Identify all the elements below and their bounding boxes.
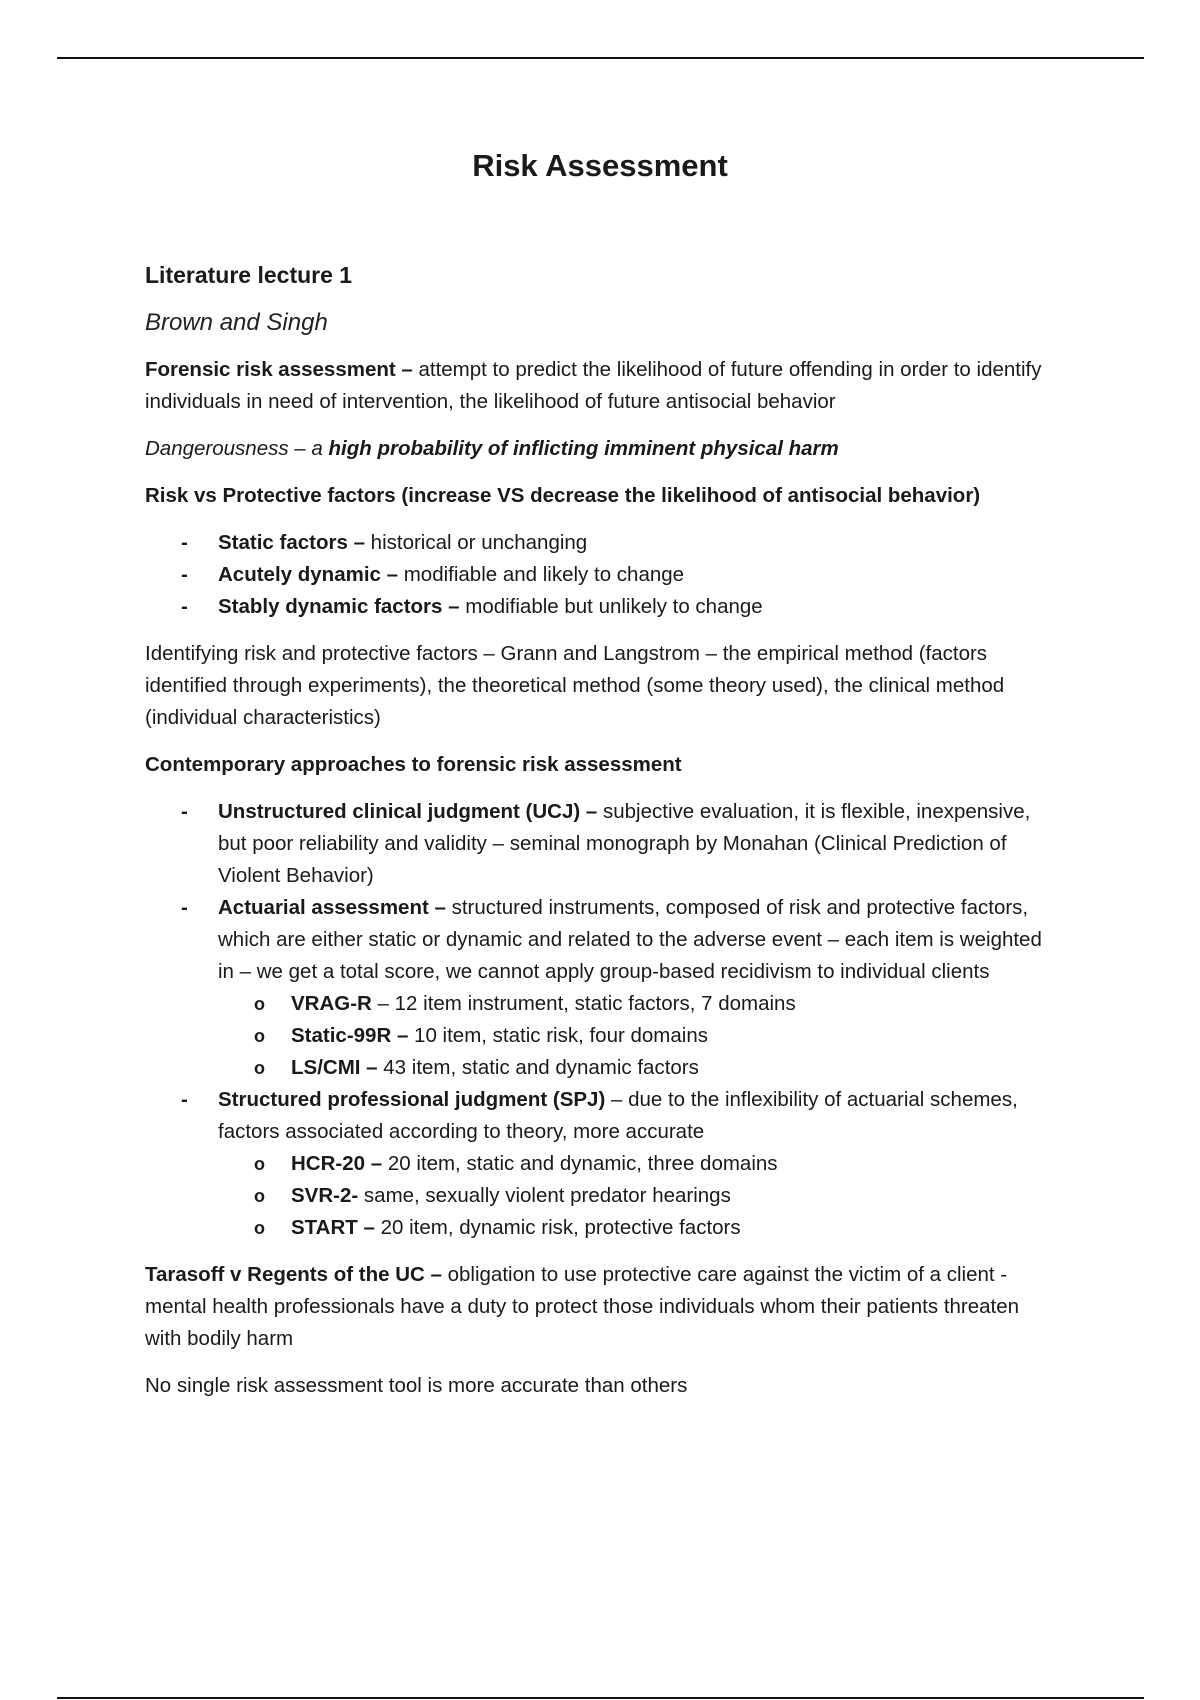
actuarial-tools-list [218,988,1060,1084]
term: Static-99R – [291,1024,409,1047]
list-item [218,1052,1060,1084]
term: Stably dynamic factors – [218,595,460,618]
term: VRAG-R [291,992,372,1015]
list-item-spj [145,1084,1060,1244]
approaches-list [145,796,1060,1244]
definition: 10 item, static risk, four domains [408,1024,708,1047]
paragraph-tarasoff [145,1259,1060,1355]
dash-bullet: - [181,1088,188,1111]
paragraph-identifying: Identifying risk and protective factors – Grann and Langstrom – the empirical method (factors identified through experiments), the theoretical method (some theory used), the clinical method (individual characteristics) [145,642,1005,729]
definition: historical or unchanging [364,531,588,554]
definition: attempt to predict the likelihood of future offending in order to identify individuals in need of intervention, the likelihood of future antisocial behavior [145,358,1042,413]
spj-tools-list [218,1148,1060,1244]
definition: modifiable and likely to change [398,563,685,586]
dash-bullet: - [181,563,188,586]
definition: structured instruments, composed of risk and protective factors, which are either static or dynamic and related to the adverse event – each item is weighted in – we get a total score, we cannot apply group-based recidivism to individual clients [218,896,1042,983]
definition: same, sexually violent predator hearings [358,1184,731,1207]
list-item [218,1020,1060,1052]
factors-list [145,527,1060,623]
circle-bullet: o [254,1154,265,1174]
term: Static factors – [218,531,365,554]
dash-bullet: - [181,595,188,618]
term: HCR-20 – [291,1152,383,1175]
definition: 20 item, static and dynamic, three domains [382,1152,778,1175]
definition: 43 item, static and dynamic factors [377,1056,699,1079]
term: Acutely dynamic – [218,563,399,586]
circle-bullet: o [254,1218,265,1238]
bottom-rule [57,1697,1144,1699]
section-subheading: Brown and Singh [145,309,328,336]
definition: – 12 item instrument, static factors, 7 domains [371,992,796,1015]
definition: modifiable but unlikely to change [459,595,763,618]
term: START – [291,1216,375,1239]
term: SVR-2- [291,1184,359,1207]
term: Unstructured clinical judgment (UCJ) – [218,800,598,823]
paragraph-conclusion: No single risk assessment tool is more accurate than others [145,1374,688,1397]
list-item [218,988,1060,1020]
term: LS/CMI – [291,1056,378,1079]
list-item [145,527,1060,559]
circle-bullet: o [254,1186,265,1206]
circle-bullet: o [254,994,265,1014]
list-item [218,1148,1060,1180]
definition: 20 item, dynamic risk, protective factors [374,1216,741,1239]
section-heading: Literature lecture 1 [145,262,353,288]
dash-bullet: - [181,531,188,554]
definition: – due to the inflexibility of actuarial schemes, factors associated according to theory, more accurate [218,1088,1018,1143]
page-title: Risk Assessment [472,148,728,183]
term: Dangerousness – a [145,437,329,460]
definition: subjective evaluation, it is flexible, inexpensive, but poor reliability and validity – seminal monograph by Monahan (Clinical Prediction of Violent Behavior) [218,800,1031,887]
paragraph-forensic-risk [145,354,1060,418]
document-body [145,258,1060,1417]
definition: obligation to use protective care against the victim of a client - mental health professionals have a duty to protect those individuals whom their patients threaten with bodily harm [145,1263,1020,1350]
list-item-ucj [145,796,1060,892]
list-item [145,591,1060,623]
dash-bullet: - [181,896,188,919]
definition: high probability of inflicting imminent physical harm [328,437,839,460]
list-item [218,1180,1060,1212]
approaches-heading: Contemporary approaches to forensic risk assessment [145,753,682,776]
circle-bullet: o [254,1058,265,1078]
paragraph-dangerousness [145,433,1060,465]
circle-bullet: o [254,1026,265,1046]
term: Actuarial assessment – [218,896,446,919]
term: Tarasoff v Regents of the UC – [145,1263,442,1286]
risk-factors-heading: Risk vs Protective factors (increase VS decrease the likelihood of antisocial behavior) [145,484,981,507]
list-item [145,559,1060,591]
top-rule [57,57,1144,59]
term: Forensic risk assessment – [145,358,413,381]
term: Structured professional judgment (SPJ) [218,1088,606,1111]
list-item-actuarial [145,892,1060,1084]
list-item [218,1212,1060,1244]
dash-bullet: - [181,800,188,823]
